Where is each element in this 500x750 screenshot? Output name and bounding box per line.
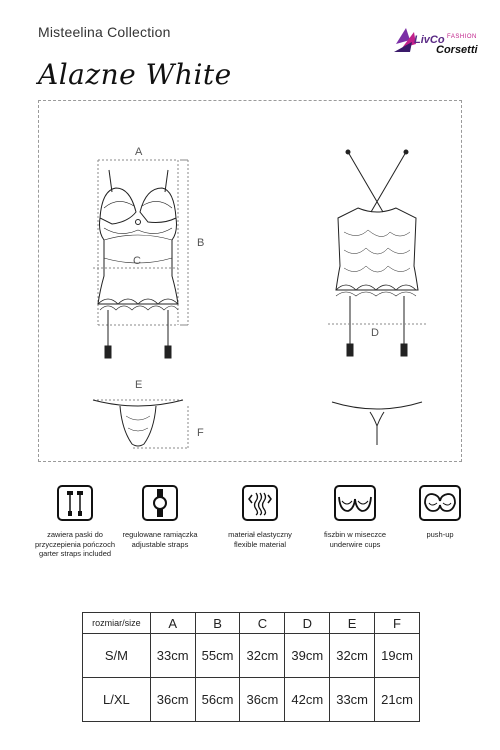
table-size-cell: S/M	[83, 634, 151, 678]
table-cell: 39cm	[285, 634, 330, 678]
front-thong-drawing	[93, 400, 188, 448]
garter-straps-icon	[57, 485, 93, 521]
table-corner-cell: rozmiar/size	[83, 613, 151, 634]
dim-label-b: B	[197, 237, 205, 249]
table-cell: 32cm	[240, 634, 285, 678]
adjustable-straps-icon	[142, 485, 178, 521]
table-cell: 21cm	[375, 678, 420, 722]
dim-label-f: F	[197, 427, 204, 439]
product-diagram	[38, 100, 462, 462]
feature-text-pl: fiszbin w miseczce	[323, 530, 387, 539]
feature-flexible-material	[215, 485, 305, 565]
back-thong-drawing	[332, 402, 422, 445]
table-header-cell: E	[330, 613, 375, 634]
dim-label-e: E	[135, 379, 143, 391]
table-cell: 33cm	[330, 678, 375, 722]
feature-garter-straps	[30, 485, 120, 565]
table-cell: 55cm	[195, 634, 240, 678]
dim-label-c: C	[133, 255, 141, 267]
table-cell: 19cm	[375, 634, 420, 678]
feature-text-pl: regulowane ramiączka	[122, 530, 198, 539]
dim-label-d: D	[371, 327, 379, 339]
table-header-cell: B	[195, 613, 240, 634]
feature-push-up	[395, 485, 485, 565]
feature-text-en: underwire cups	[329, 539, 381, 549]
table-header-cell: A	[150, 613, 195, 634]
feature-text-en: adjustable straps	[131, 539, 189, 549]
back-corset-drawing	[328, 150, 428, 356]
feature-text-en: flexible material	[233, 539, 287, 549]
feature-underwire-cups	[310, 485, 400, 565]
underwire-cups-icon	[334, 485, 376, 521]
product-title: Alazne White	[38, 58, 232, 91]
dim-label-a: A	[135, 146, 143, 158]
feature-adjustable-straps	[115, 485, 205, 565]
table-size-cell: L/XL	[83, 678, 151, 722]
logo-text-livco: LivCo	[414, 34, 445, 46]
push-up-icon	[419, 485, 461, 521]
table-cell: 36cm	[150, 678, 195, 722]
size-table	[82, 612, 420, 722]
feature-text-en: garter straps included	[38, 549, 112, 558]
table-header-cell: D	[285, 613, 330, 634]
table-header-cell: C	[240, 613, 285, 634]
table-header-row	[83, 613, 420, 634]
table-header-cell: F	[375, 613, 420, 634]
table-row	[83, 634, 420, 678]
table-row	[83, 678, 420, 722]
flexible-material-icon	[242, 485, 278, 521]
feature-text-pl: materiał elastyczny	[228, 530, 292, 539]
logo-text-fashion: FASHION	[447, 34, 477, 40]
collection-name: Misteelina Collection	[38, 24, 171, 40]
feature-text-pl: push-up	[426, 530, 454, 539]
logo-text-corsetti: Corsetti	[436, 44, 478, 56]
table-cell: 36cm	[240, 678, 285, 722]
table-cell: 42cm	[285, 678, 330, 722]
table-cell: 32cm	[330, 634, 375, 678]
table-cell: 33cm	[150, 634, 195, 678]
table-cell: 56cm	[195, 678, 240, 722]
feature-text-pl: zawiera paski do przyczepienia pończoch	[34, 530, 116, 549]
